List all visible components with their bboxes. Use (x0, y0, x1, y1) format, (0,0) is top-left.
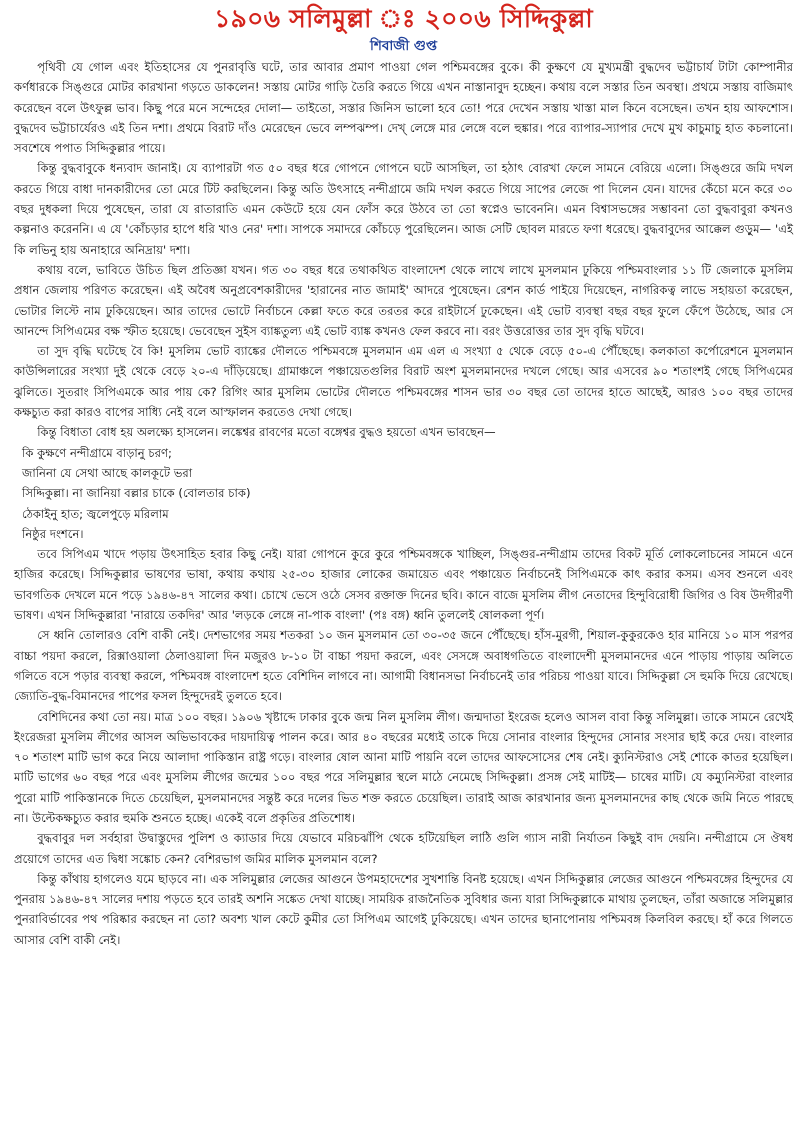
body-paragraph: পৃথিবী যে গোল এবং ইতিহাসের যে পুনরাবৃত্তি ঘটে, তার আবার প্রমাণ পাওয়া গেল পশ্চিমবঙ্গের বুকে। কী কুক্ষণে যে মুখ্যমন্ত্রী বুদ্ধদেব ভট্টাচার্য টাটা কোম্পানীর কর্ণধারকে সিঙ্গুরে মোটর কারখানা গড়তে ডাকলেন! সস্তায় মোটর গাড়ি তৈরি করতে গিয়ে এখন নাস্তানাবুদ হচ্ছেন। কথায় বলে সস্তার তিন অবস্থা। প্রথমে সস্তায় বাজিমাৎ করেছেন বলে উৎফুল্ল ভাব। কিছু পরে মনে সন্দেহের দোলা— তাইতো, সস্তার জিনিস ভালো হবে তো! পরে দেখেন সস্তায় খাস্তা মাল কিনে বসেছেন। তখন হায় আফশোস। বুদ্ধদেব ভট্টাচার্যেরও এই তিন দশা। প্রথমে বিরাট দাঁও মেরেছেন ভেবে লম্পঝম্প। দেখ্ লেঙ্গে মার লেঙ্গে বলে হুঙ্কার। পরে ব্যাপার-স্যাপার দেখে মুখ কাচুমাচু হাত কচলানো। সবশেষে পপাত সিদ্দিকুল্লার পায়ে। (14, 60, 793, 156)
body-paragraph: সে ধ্বনি তোলারও বেশি বাকী নেই। দেশভাগের সময় শতকরা ১০ জন মুসলমান তো ৩০-৩৫ জনে পৌঁছেছে। হাঁস-মুরগী, শিয়াল-কুকুরকেও হার মানিয়ে ১০ মাস পরপর বাচ্চা পয়দা করলে, রিক্সাওয়ালা ঠেলাওয়ালা দিন মজুরও ৮-১০ টা বাচ্চা পয়দা করলে, এবং সেসঙ্গে অবাধগতিতে বাংলাদেশী মুসলমানদের এনে পাড়ায় পাড়ায় অলিতে গলিতে বসে পড়ার ব্যবস্থা করলে, পশ্চিমবঙ্গ বাংলাদেশ হতে বেশিদিন লাগবে না। আগামী বিধানসভা নির্বাচনেই তার পরিচয় পাওয়া যাবে। সিদ্দিকুল্লা সে হুমকি দিয়ে রেখেছে। জ্যোতি-বুদ্ধ-বিমানদের পাপের ফসল হিন্দুদেরই তুলতে হবে। (14, 628, 793, 704)
verse-line: সিদ্দিকুল্লা। না জানিয়া বল্লার চাকে (বোলতার চাক) (22, 486, 251, 501)
body-paragraph: কিন্তু কাঁথায় হাগলেও যমে ছাড়বে না। এক সলিমুল্লার লেজের আগুনে উপমহাদেশের সুখশান্তি বিনষ্ট হয়েছে। এখন সিদ্দিকুল্লার লেজের আগুনে পশ্চিমবঙ্গের হিন্দুদের যে পুনরায় ১৯৪৬-৪৭ সালের দশায় পড়তে হবে তারই অশনি সঙ্কেত দেখা যাচ্ছে। সাময়িক রাজনৈতিক সুবিধার জন্য যারা সিদ্দিকুল্লাকে মাথায় তুলছেন, তাঁরা অজান্তে সলিমুল্লার পুনরাবির্ভাবের পথ পরিষ্কার করছেন না তো? অবশ্য খাল কেটে কুমীর তো সিপিএম আগেই ঢুকিয়েছে। এখন তাদের ছানাপোনায় পশ্চিমবঙ্গ কিলবিল করছে। হাঁ করে গিলতে আসার বেশি বাকী নেই। (14, 871, 793, 947)
body-paragraph: বেশিদিনের কথা তো নয়। মাত্র ১০০ বছর। ১৯০৬ খৃষ্টাব্দে ঢাকার বুকে জন্ম নিল মুসলিম লীগ। জন্মদাতা ইংরেজ হলেও আসল বাবা কিন্তু সলিমুল্লা। তাকে সামনে রেখেই ইংরেজরা মুসলিম লীগের আসল অভিভাবকের দায়দায়িত্ব পালন করে। আর ৪০ বছরের মধ্যেই তাকে দিয়ে সোনার বাংলার হিন্দুদের সোনার সংসার ছাই করে দেয়। বাংলার ৭০ শতাংশ মাটি ভাগ করে নিয়ে আলাদা পাকিস্তান রাষ্ট্র গড়ে। বাংলার ষোল আনা মাটি পায়নি বলে তাদের আফসোসের শেষ নেই। ক্যুনিস্টরাও সেই শোকে কাতর হয়েছিল। মাটি ভাগের ৬০ বছর পরে এবং মুসলিম লীগের জন্মের ১০০ বছর পরে সলিমুল্লার স্থলে মাঠে নেমেছে সিদ্দিকুল্লা। প্রসঙ্গ সেই মাটিই— চাষের মাটি। যে কম্যুনিস্টরা বাংলার পুরো মাটি পাকিস্তানকে দিতে চেয়েছিল, মুসলমানদের সন্তুষ্ট করে দলের ভিত শক্ত করতে চেয়েছিল। তারাই আজ কারখানার জন্য মুসলমানদের কাছ থেকে জমি নিতে পারছে না। উল্টেকক্ষচ্যুত করার হুমকি শুনতে হচ্ছে। একেই বলে প্রকৃতির প্রতিশোধ। (14, 709, 793, 825)
body-paragraph: তবে সিপিএম খাদে পড়ায় উৎসাহিত হবার কিছু নেই। যারা গোপনে কুরে কুরে পশ্চিমবঙ্গকে খাচ্ছিল, সিঙ্গুর-নন্দীগ্রাম তাদের বিকট মূর্তি লোকলোচনের সামনে এনে হাজির করেছে। সিদ্দিকুল্লার ভাষণের ভাষা, কথায় কথায় ২৫-৩০ হাজার লোকের জমায়েত এবং পঞ্চায়েত নির্বাচনেই সিপিএমকে কাৎ করার কসম। এসব শুনলে এবং ভাবগতিক দেখলে মনে পড়ে ১৯৪৬-৪৭ সালের কথা। চোখে ভেসে ওঠে সেসব রক্তাক্ত দিনের ছবি। কানে বাজে মুসলিম লীগ নেতাদের হিন্দুবিরোধী জিগির ও বিষ উদগীরণী ভাষণ। এখন সিদ্দিকুল্লারা 'নারায়ে তকদির' আর 'লড়কে লেঙ্গে না-পাক বাংলা' (পঃ বঙ্গ) ধ্বনি তুললেই ষোলকলা পূর্ণ। (14, 547, 793, 623)
body-paragraph: তা সুদ বৃদ্ধি ঘটেছে বৈ কি! মুসলিম ভোট ব্যাঙ্কের দৌলতে পশ্চিমবঙ্গে মুসলমান এম এল এ সংখ্যা ৫ থেকে বেড়ে ৫০-এ পৌঁছেছে। কলকাতা কর্পোরেশনে মুসলমান কাউন্সিলারের সংখ্যা দুই থেকে বেড়ে ২০-এ দাঁড়িয়েছে। গ্রামাঞ্চলে পঞ্চায়েতগুলির বিরাট অংশ মুসলমানদের দখলে গেছে। আর এসবের ৯০ শতাংশই গেছে সিপিএমের ঝুলিতে। সুতরাং সিপিএমকে আর পায় কে? রিগিং আর মুসলিম ভোটের দৌলতে পশ্চিমবঙ্গের শাসন ভার ৩০ বছর তো তাদের হাতে আছেই, আরও ১০০ বছর তাদের কক্ষচ্যুত করা কারও বাপের সাধ্যি নেই বলে আস্ফালন করতেও দেখা গেছে। (14, 344, 793, 420)
verse-line: নিষ্ঠুর দংশনে। (22, 526, 84, 541)
verse-line: জানিনা যে সেথা আছে কালকূটে ভরা (22, 465, 193, 480)
body-paragraph: বুদ্ধবাবুর দল সর্বহারা উদ্বাস্তুদের পুলিশ ও ক্যাডার দিয়ে যেভাবে মরিচঝাঁপি থেকে হটিয়েছিল লাঠি গুলি গ্যাস নারী নির্যাতন কিছুই বাদ দেয়নি। নন্দীগ্রামে সে ঔষধ প্রয়োগে তাদের এত দ্বিধা সঙ্কোচ কেন? বেশিরভাগ জমির মালিক মুসলমান বলে? (14, 831, 793, 866)
body-paragraph: কিন্তু বুদ্ধবাবুকে ধন্যবাদ জানাই। যে ব্যাপারটা গত ৫০ বছর ধরে গোপনে গোপনে ঘটে আসছিল, তা হঠাৎ বোরখা ফেলে সামনে বেরিয়ে এলো। সিঙ্গুরে জমি দখল করতে গিয়ে বাধা দানকারীদের তো মেরে টিট করছিলেন। কিন্তু অতি উৎসাহে নন্দীগ্রামে জমি দখল করতে গিয়ে সাপের লেজে পা দিলেন যেন। যাদের কেঁচো মনে করে ৩০ বছর দুধকলা দিয়ে পুষেছেন, তারা যে রাতারাতি এমন কেউটে হয়ে যেন ফোঁস করে উঠবে তা তো স্বপ্নেও ভাবেননি। এমন বিশ্বাসভঙ্গের সম্ভাবনা তো বুদ্ধবাবুরা কখনও কল্পনাও করেননি। এ যে 'কোঁচড়ার হাপে ধরি খাও নের' দশা। সাপকে সমাদরে কোঁচড়ে পুরেছিলেন। আজ সেটি ছোবল মারতে ফণা ধরেছে। বুদ্ধবাবুদের আক্কেল গুড়ুম— 'এই কি লভিনু হায় অনাহারে অনিদ্রায়' দশা। (14, 161, 793, 257)
article-author: শিবাজী গুপ্ত (370, 38, 437, 54)
body-paragraph: কথায় বলে, ভাবিতে উচিত ছিল প্রতিজ্ঞা যখন। গত ৩০ বছর ধরে তথাকথিত বাংলাদেশ থেকে লাখে লাখে মুসলমান ঢুকিয়ে পশ্চিমবাংলার ১১ টি জেলাকে মুসলিম প্রধান জেলায় পরিণত করেছেন। এই অবৈধ অনুপ্রবেশকারীদের 'হারানের নাত জামাই' আদরে পুষেছেন। রেশন কার্ড পাইয়ে দিয়েছেন, নাগরিকত্ব লাভে সহায়তা করেছেন, ভোটার লিস্টে নাম ঢুকিয়েছেন। আর তাদের ভোটে নির্বাচনে কেল্লা ফতে করে তরতর করে রাইটার্সে ঢুকেছেন। এই ভোট ব্যবস্থা বছর বছর ফুলে ফেঁপে উঠেছে, আর সে আনন্দে সিপিএমের বক্ষ স্ফীত হয়েছে। ভেবেছেন সুইস ব্যাঙ্কতুল্য এই ভোট ব্যাঙ্ক কখনও ফেল করবে না। বরং উত্তরোত্তর তার সুদ বৃদ্ধি ঘটবে। (14, 262, 793, 338)
article-title: ১৯০৬ সলিমুল্লা ঃ ২০০৬ সিদ্দিকুল্লা (214, 4, 593, 33)
body-paragraph: কিন্তু বিধাতা বোধ হয় অলক্ষ্যে হাসলেন। লঙ্কেশ্বর রাবণের মতো বঙ্গেশ্বর বুদ্ধও হয়তো এখন ভাবছেন— (37, 425, 496, 440)
verse-line: কি কুক্ষণে নন্দীগ্রামে বাড়ানু চরণ; (22, 445, 172, 460)
verse-line: ঠেকাইনু হাত; জ্বলেপুড়ে মরিলাম (22, 506, 169, 521)
article-body (14, 57, 793, 950)
verse-block (14, 443, 793, 544)
